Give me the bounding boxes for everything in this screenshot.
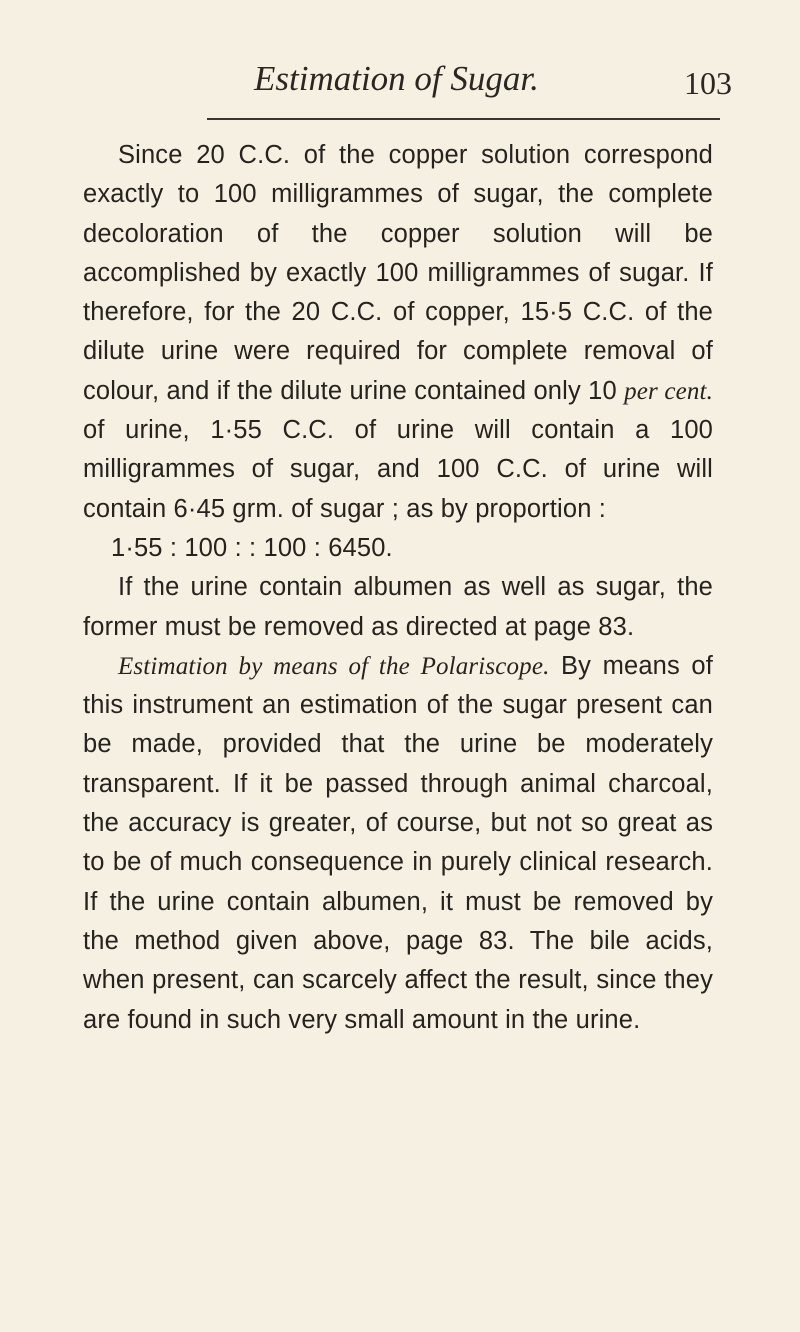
italic-text: per cent. [624, 377, 713, 405]
running-head [0, 58, 800, 108]
paragraph-text: Since 20 C.C. of the copper solution correspond exactly to 100 milligrammes of sugar, the complete decoloration of the copper solution will be accomplished by exactly 100 milligrammes of sugar. If therefore, for the 20 C.C. of copper, 15·5 C.C. of the dilute urine were required for complete removal of colour, and if the dilute urine contained only 10 [83, 141, 713, 405]
page-number: 103 [684, 65, 732, 101]
paragraph-albumen: If the urine contain albumen as well as sugar, the former must be removed as directed at page 83. [83, 573, 713, 641]
proportion-line: 1·55 : 100 : : 100 : 6450. [111, 533, 393, 562]
paragraph-copper-solution [83, 136, 713, 529]
section-heading: Estimation by means of the Polariscope. [118, 652, 550, 680]
body-text [83, 136, 713, 1040]
header-rule [207, 118, 720, 120]
page-title: Estimation of Sugar. [254, 59, 539, 98]
paragraph-text: By means of this instrument an estimation of the sugar present can be made, provided that the urine be moderately transparent. If it be passed through animal charcoal, the accuracy is greater, of course, but not so great as to be of much consequence in purely clinical research. If the urine contain albumen, it must be removed by the method given above, page 83. The bile acids, when present, can scarcely affect the result, since they are found in such very small amount in the urine. [83, 651, 713, 1034]
paragraph-polariscope [83, 647, 713, 1040]
paragraph-text: of urine, 1·55 C.C. of urine will contain a 100 milligrammes of sugar, and 100 C.C. of urine will contain 6·45 grm. of sugar ; as by proportion : [83, 416, 713, 523]
